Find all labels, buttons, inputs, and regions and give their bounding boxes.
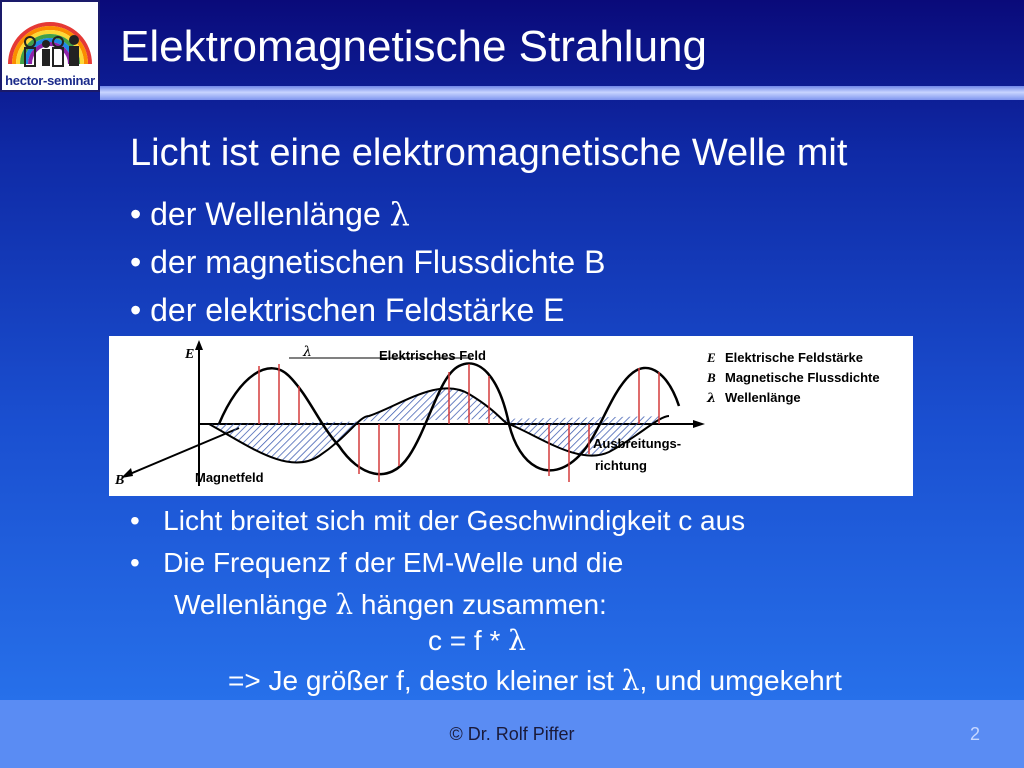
intro-text: Licht ist eine elektromagnetische Welle mit xyxy=(130,132,848,174)
slide-footer xyxy=(0,700,1024,768)
legend-symbol: B xyxy=(707,370,716,385)
wave-facts-list xyxy=(130,500,745,626)
conclusion-text xyxy=(228,664,842,697)
legend-text: Magnetische Flussdichte xyxy=(725,370,880,385)
bullet-text: Die Frequenz f der EM-Welle und die xyxy=(163,547,624,578)
direction-label-1: Ausbreitungs- xyxy=(593,436,682,451)
bullet-marker: • xyxy=(130,196,142,232)
bullet-text: Licht breitet sich mit der Geschwindigkeit c aus xyxy=(163,505,746,536)
legend-text: Wellenlänge xyxy=(725,390,801,405)
magnetic-field-label: Magnetfeld xyxy=(195,470,264,485)
lambda-symbol: λ xyxy=(389,195,410,233)
electric-field-label: Elektrisches Feld xyxy=(379,348,486,363)
bullet-text: der elektrischen Feldstärke E xyxy=(150,292,565,328)
bullet-text: der magnetischen Flussdichte B xyxy=(150,244,606,280)
lambda-symbol: λ xyxy=(508,624,526,657)
b-axis-label: B xyxy=(115,473,125,488)
list-item xyxy=(130,238,605,286)
legend-text: Elektrische Feldstärke xyxy=(725,350,864,365)
e-axis-arrow-icon xyxy=(195,340,203,350)
conclusion-part: => Je größer f, desto kleiner ist xyxy=(228,665,622,696)
propagation-arrow-icon xyxy=(693,420,705,428)
list-item xyxy=(130,190,605,238)
bullet-marker: • xyxy=(130,292,142,328)
em-wave-figure xyxy=(109,336,913,496)
lambda-symbol: λ xyxy=(335,588,354,621)
list-item xyxy=(130,286,605,334)
b-axis-line xyxy=(125,428,239,476)
conclusion-part: , und umgekehrt xyxy=(639,665,842,696)
bullet-continuation-text: Wellenlänge xyxy=(174,589,336,620)
title-divider xyxy=(100,86,1024,100)
logo xyxy=(0,0,100,92)
list-item xyxy=(130,500,745,542)
bullet-marker: • xyxy=(130,547,140,578)
lambda-label: λ xyxy=(303,344,312,360)
lambda-symbol: λ xyxy=(621,664,640,697)
bullet-continuation-text: hängen zusammen: xyxy=(353,589,607,620)
bullet-marker: • xyxy=(130,505,140,536)
legend-symbol: λ xyxy=(707,391,717,406)
legend-symbol: E xyxy=(707,350,716,365)
rainbow-people-logo-icon xyxy=(2,2,98,72)
logo-text: hector-seminar xyxy=(5,73,95,88)
footer-credit: © Dr. Rolf Piffer xyxy=(449,724,575,744)
em-wave-diagram xyxy=(109,336,913,496)
page-number: 2 xyxy=(969,724,980,744)
bullet-marker: • xyxy=(130,244,142,280)
list-item xyxy=(130,584,745,626)
e-axis-label: E xyxy=(185,347,195,362)
direction-label-2: richtung xyxy=(595,458,647,473)
formula-text: c = f * xyxy=(428,625,509,656)
page-title: Elektromagnetische Strahlung xyxy=(120,22,707,71)
property-list xyxy=(130,190,605,334)
formula xyxy=(428,624,526,657)
bullet-text: der Wellenlänge xyxy=(150,196,390,232)
list-item xyxy=(130,542,745,584)
figure-legend xyxy=(706,350,880,406)
